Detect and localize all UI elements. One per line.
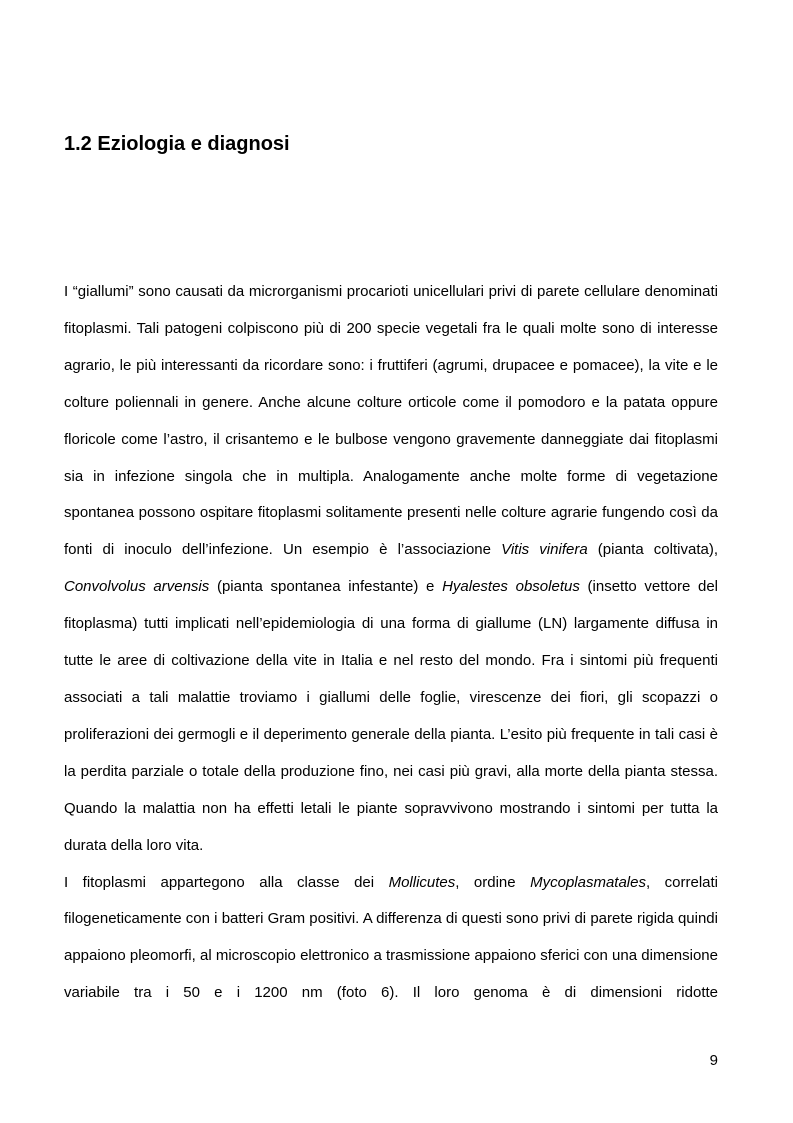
text-run: (insetto vettore del fitoplasma) tutti implicati nell’epidemiologia di una forma di giallume (LN) largamente diffusa in tutte le aree di coltivazione della vite in Italia e nel resto del mondo. Fra i sintomi più frequenti associati a tali malattie troviamo i giallumi delle foglie, virescenze dei fiori, gli scopazzi o proliferazioni dei germogli e il deperimento generale della pianta. L’esito più frequente in tali casi è la perdita parziale o totale della produzione fino, nei casi più gravi, alla morte della pianta stessa. Quando la malattia non ha effetti letali le piante sopravvivono mostrando i sintomi per tutta la durata della loro vita. <box>64 578 718 854</box>
text-run: , correlati filogeneticamente con i batteri Gram positivi. A differenza di questi sono privi di parete rigida quindi appaiono pleomorfi, al microscopio elettronico a trasmissione appaiono sferici con una dimensione variabile tra i 50 e i 1200 nm (foto 6). Il loro genoma è di dimensioni ridotte <box>64 873 719 1002</box>
text-run: , ordine <box>455 873 531 891</box>
paragraph-etiology <box>64 274 718 865</box>
text-run: (pianta coltivata), <box>587 541 718 559</box>
paragraph-classification <box>64 865 718 1013</box>
taxon-mollicutes: Mollicutes <box>388 873 456 891</box>
species-name-vitis-vinifera: Vitis vinifera <box>501 541 588 559</box>
taxon-mycoplasmatales: Mycoplasmatales <box>530 873 646 891</box>
text-run: (pianta spontanea infestante) e <box>209 578 443 596</box>
text-run: I fitoplasmi appartegono alla classe dei <box>64 873 389 891</box>
species-name-hyalestes-obsoletus: Hyalestes obsoletus <box>442 578 580 596</box>
body-text <box>64 274 718 1012</box>
section-heading: 1.2 Eziologia e diagnosi <box>64 133 290 155</box>
species-name-convolvolus-arvensis: Convolvolus arvensis <box>64 578 210 596</box>
page-number: 9 <box>709 1052 718 1069</box>
text-run: I “giallumi” sono causati da microrganismi procarioti unicellulari privi di parete cellulare denominati fitoplasmi. Tali patogeni colpiscono più di 200 specie vegetali fra le quali molte sono di interesse agrario, le più interessanti da ricordare sono: i fruttiferi (agrumi, drupacee e pomacee), la vite e le colture poliennali in genere. Anche alcune colture orticole come il pomodoro e la patata oppure floricole come l’astro, il crisantemo e le bulbose vengono gravemente danneggiate dai fitoplasmi sia in infezione singola che in multipla. Analogamente anche molte forme di vegetazione spontanea possono ospitare fitoplasmi solitamente presenti nelle colture agrarie fungendo così da fonti di inoculo dell’infezione. Un esempio è l’associazione <box>64 283 718 559</box>
